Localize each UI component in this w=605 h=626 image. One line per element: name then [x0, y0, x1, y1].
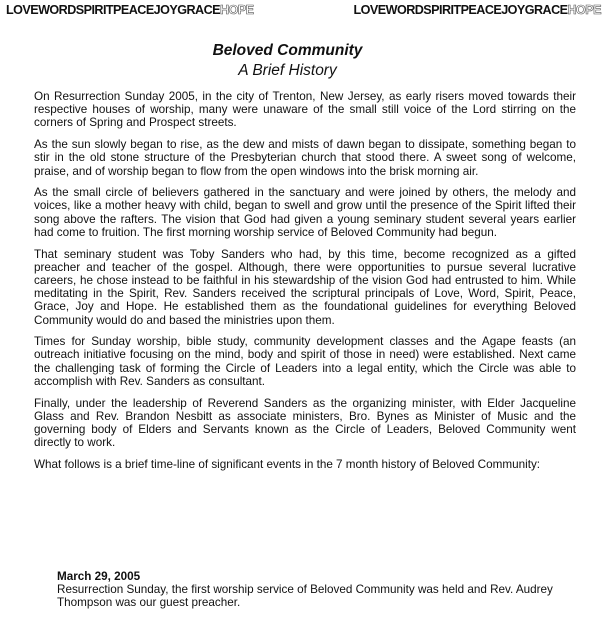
- banner-group-1: [6, 2, 253, 18]
- banner-text-light: HOPE: [567, 3, 601, 17]
- header-banner: [6, 2, 601, 18]
- paragraph: As the sun slowly began to rise, as the dew and mists of dawn began to dissipate, something began to stir in the old stone structure of the Presbyterian church that stood there. A sweet song of welcome, praise, and of worship began to flow from the open windows into the brisk morning air.: [34, 138, 576, 178]
- timeline-entry: [57, 570, 585, 610]
- title-block: [0, 41, 575, 81]
- paragraph: Times for Sunday worship, bible study, community development classes and the Agape feasts (an outreach initiative focusing on the mind, body and spirit of those in need) were established. Next came the challenging task of forming the Circle of Leaders into a legal entity, which the Circle was able to accomplish with Rev. Sanders as consultant.: [34, 335, 576, 388]
- banner-text-light: HOPE: [219, 3, 254, 17]
- paragraph: That seminary student was Toby Sanders who had, by this time, become recognized as a gifted preacher and teacher of the gospel. Although, there were opportunities to pursue several lucrative careers, he chose instead to be faithful in his stewardship of the vision God had entrusted to him. While meditating in the Spirit, Rev. Sanders received the scriptural principals of Love, Word, Spirit, Peace, Grace, Joy and Hope. He established them as the foundational guidelines for everything Beloved Community would do and based the ministries upon them.: [34, 247, 576, 327]
- paragraph: On Resurrection Sunday 2005, in the city of Trenton, New Jersey, as early risers moved towards their respective houses of worship, many were unaware of the small still voice of the Lord stirring on the corners of Spring and Prospect streets.: [34, 90, 576, 130]
- timeline-description: Resurrection Sunday, the first worship service of Beloved Community was held and Rev. Audrey Thompson was our guest preacher.: [57, 583, 553, 610]
- banner-text-dark: LOVEWORDSPIRITPEACEJOYGRACE: [6, 3, 220, 17]
- paragraph: Finally, under the leadership of Reverend Sanders as the organizing minister, with Elder Jacqueline Glass and Rev. Brandon Nesbitt as associate ministers, Bro. Bynes as Minister of Music and the governing body of Elders and Servants known as the Circle of Leaders, Beloved Community went directly to work.: [34, 396, 576, 450]
- paragraph: What follows is a brief time-line of significant events in the 7 month history of Beloved Community:: [34, 457, 541, 471]
- document-title: Beloved Community: [212, 42, 363, 59]
- banner-group-2: [354, 2, 601, 18]
- document-subtitle: A Brief History: [238, 62, 337, 79]
- body-text: [34, 90, 576, 480]
- paragraph: As the small circle of believers gathered in the sanctuary and were joined by others, the melody and voices, like a mother heavy with child, began to swell and grow until the presence of the Spirit lifted their song above the rafters. The vision that God had given a young seminary student several years earlier had come to fruition. The first morning worship service of Beloved Community had begun.: [34, 186, 576, 239]
- banner-text-dark: LOVEWORDSPIRITPEACEJOYGRACE: [353, 3, 568, 17]
- timeline-date: March 29, 2005: [57, 570, 141, 583]
